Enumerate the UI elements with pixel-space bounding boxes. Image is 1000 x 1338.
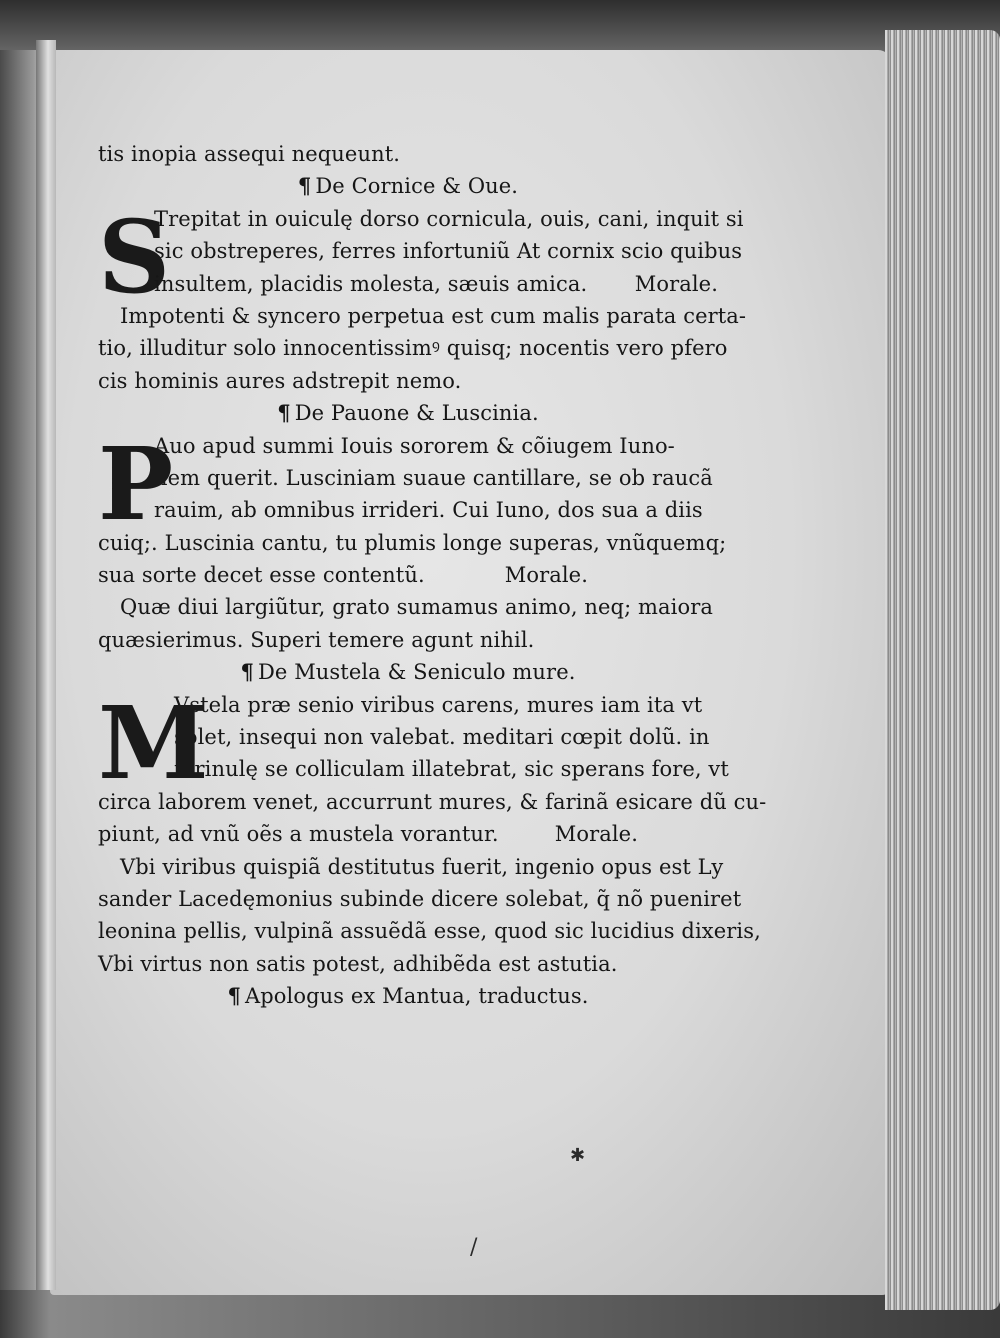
text-line: sander Lacedęmonius subinde dicere solebat, q̃ nõ pueniret <box>98 886 742 911</box>
pilcrow-icon: ¶ <box>277 400 291 426</box>
line-text: piunt, ad vnũ oẽs a mustela vorantur. <box>98 822 499 847</box>
drop-cap: P <box>98 424 174 543</box>
pilcrow-icon: ¶ <box>240 659 254 685</box>
text-line: tis inopia assequi nequeunt. <box>98 142 401 166</box>
text-line: rauim, ab omnibus irrideri. Cui Iuno, dos sua a diis <box>154 498 703 523</box>
text-line: Vstela præ senio viribus carens, mures iam ita vt <box>174 692 703 717</box>
ink-spot: ✱ <box>570 1145 586 1166</box>
drop-cap: M <box>98 683 209 802</box>
heading-text: De Mustela & Seniculo mure. <box>257 660 576 685</box>
morale-label: Morale. <box>504 563 588 588</box>
text-line: Quæ diui largiũtur, grato sumamus animo, neq; maiora <box>120 595 713 620</box>
morale-label: Morale. <box>634 271 718 296</box>
text-line: circa laborem venet, accurrunt mures, & farinã esicare dũ cu- <box>98 789 767 814</box>
text-line: Auo apud summi Iouis sororem & cõiugem Iuno- <box>154 433 675 458</box>
fable-paragraph <box>98 424 727 657</box>
morale-label: Morale. <box>554 822 638 847</box>
line-text: insultem, placidis molesta, sæuis amica. <box>154 271 588 296</box>
page-text <box>98 138 767 1013</box>
section-heading <box>98 980 718 1012</box>
text-line: nem querit. Lusciniam suaue cantillare, se ob raucã <box>154 465 713 490</box>
text-line: Vbi viribus quispiã destitutus fuerit, ingenio opus est Ly <box>120 854 724 879</box>
text-line: solet, insequi non valebat. meditari cœpit dolũ. in <box>174 725 710 750</box>
text-line: Vbi virtus non satis potest, adhibẽda est astutia. <box>98 951 618 976</box>
page-edges <box>885 30 1000 1310</box>
pilcrow-icon: ¶ <box>227 983 241 1009</box>
heading-text: De Cornice & Oue. <box>315 174 519 199</box>
pilcrow-icon: ¶ <box>297 173 312 199</box>
section-heading <box>98 397 718 429</box>
text-line: farinulę se colliculam illatebrat, sic sperans fore, vt <box>174 757 729 782</box>
heading-text: De Pauone & Luscinia. <box>294 401 539 426</box>
book-gutter <box>36 40 56 1290</box>
line-text: sua sorte decet esse contentũ. <box>98 563 425 588</box>
text-line <box>98 268 718 300</box>
text-line: quæsierimus. Superi temere agunt nihil. <box>98 627 535 652</box>
text-line: Impotenti & syncero perpetua est cum malis parata certa- <box>120 303 747 328</box>
fable-paragraph <box>98 683 767 981</box>
text-line <box>98 559 718 591</box>
fable-paragraph <box>98 197 747 397</box>
text-line: Trepitat in ouiculę dorso cornicula, ouis, cani, inquit si <box>154 206 744 231</box>
text-line: tio, illuditur solo innocentissimꝰ quisq; nocentis vero pfero <box>98 336 728 361</box>
text-line <box>98 818 718 850</box>
text-line: cuiq;. Luscinia cantu, tu plumis longe superas, vnũquemq; <box>98 530 727 555</box>
section-heading <box>98 170 718 202</box>
text-line: cis hominis aures adstrepit nemo. <box>98 368 462 393</box>
drop-cap: S <box>98 197 171 316</box>
text-line: sic obstreperes, ferres infortuniũ At cornix scio quibus <box>154 239 743 264</box>
text-line: leonina pellis, vulpinã assuẽdã esse, quod sic lucidius dixeris, <box>98 919 761 944</box>
heading-text: Apologus ex Mantua, traductus. <box>244 984 589 1009</box>
ink-mark: / <box>470 1235 478 1260</box>
